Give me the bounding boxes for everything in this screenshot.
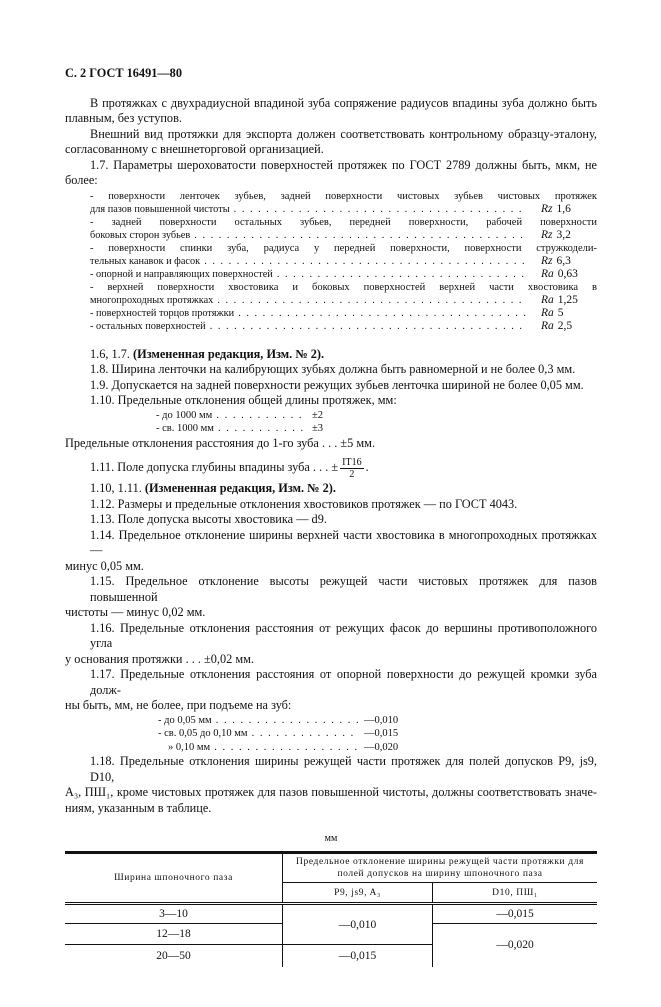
fraction: $\frac{IT16}{2}$ bbox=[342, 456, 362, 480]
table-cell: 20—50 bbox=[65, 945, 283, 967]
list-item: - остальных поверхностей . . . Ra 2,5 bbox=[90, 320, 597, 333]
list-item: - поверхностей торцов протяжки . . . Ra 5 bbox=[90, 307, 597, 320]
table-cell: —0,010 bbox=[283, 904, 433, 945]
table-cell: 12—18 bbox=[65, 924, 283, 945]
table-unit: мм bbox=[324, 833, 338, 844]
section-1-16: 1.16. Предельные отклонения расстояния от режущих фасок до вершины противоположного угла bbox=[90, 620, 597, 650]
paragraph: согласованному с внешнеторговой организацией. bbox=[65, 142, 324, 156]
table-cell: —0,020 bbox=[496, 939, 534, 952]
list-item: - до 1000 мм . . . ±2 bbox=[156, 409, 597, 423]
section-1-9: 1.9. Допускается на задней поверхности режущих зубьев ленточка шириной не более 0,05 мм. bbox=[90, 377, 584, 392]
list-item: - верхней поверхности хвостовика и боковых поверхностей верхней части хвостовика в многопроходных протяжках . . . Ra 1,25 bbox=[90, 281, 597, 307]
section-1-17: 1.17. Предельные отклонения расстояния от опорной поверхности до режущей кромки зуба долж- bbox=[90, 667, 597, 697]
paragraph: чистоты — минус 0,02 мм. bbox=[65, 605, 206, 619]
list-item: - св. 1000 мм . . . ±3 bbox=[156, 422, 597, 436]
table-header: Ширина шпоночного паза bbox=[65, 853, 283, 904]
table-cell: —0,015 bbox=[433, 904, 598, 924]
tolerance-table bbox=[65, 851, 597, 967]
section-1-14: 1.14. Предельное отклонение ширины верхней части хвостовика в многопроходных протяжках — bbox=[90, 527, 597, 557]
section-1-7: 1.7. Параметры шероховатости поверхностей протяжек по ГОСТ 2789 должны быть, мкм, не bbox=[90, 157, 597, 172]
table-cell: —0,015 bbox=[283, 945, 433, 967]
roughness-list bbox=[90, 190, 597, 333]
section-1-8: 1.8. Ширина ленточки на калибрующих зубьях должна быть равномерной и не более 0,3 мм. bbox=[90, 362, 576, 376]
list-item: - до 0,05 мм . . . —0,010 bbox=[158, 714, 597, 728]
section-1-11: 1.11. Поле допуска глубины впадины зуба . . . ± $\frac{IT16}{2}$ . bbox=[90, 456, 369, 480]
list-item: - поверхности спинки зуба, радиуса у передней поверхности, поверхности стружкодели- тельных канавок и фасок . . . Rz 6,3 bbox=[90, 242, 597, 268]
list-item: » 0,10 мм . . . —0,020 bbox=[168, 741, 597, 755]
table-header: Предельное отклонение ширины режущей части протяжки для полей допусков на ширину шпоночного паза bbox=[283, 853, 598, 883]
paragraph: ниям, указанным в таблице. bbox=[65, 800, 212, 815]
paragraph: ны быть, мм, не более, при подъеме на зуб: bbox=[65, 698, 292, 712]
section-1-15: 1.15. Предельное отклонение высоты режущей части чистовых протяжек для пазов повышенной bbox=[90, 574, 597, 604]
page-header: С. 2 ГОСТ 16491—80 bbox=[65, 66, 182, 80]
paragraph: A₃, ПШ₁, кроме чистовых протяжек для пазов повышенной чистоты, должны соответствовать значе- bbox=[65, 785, 597, 799]
table-cell: 3—10 bbox=[65, 904, 283, 924]
section-1-18: 1.18. Предельные отклонения ширины режущей части протяжек для полей допусков P9, js9, D10, bbox=[90, 754, 597, 784]
list-item: - св. 0,05 до 0,10 мм . . . —0,015 bbox=[158, 727, 597, 741]
paragraph: более: bbox=[65, 173, 98, 187]
paragraph: Внешний вид протяжки для экспорта должен соответствовать контрольному образцу-эталону, bbox=[90, 126, 597, 141]
paragraph: Предельные отклонения расстояния до 1-го зуба . . . ±5 мм. bbox=[65, 435, 376, 450]
list-item: - опорной и направляющих поверхностей . . . Ra 0,63 bbox=[90, 268, 597, 281]
paragraph: у основания протяжки . . . ±0,02 мм. bbox=[65, 651, 254, 666]
paragraph: В протяжках с двухрадиусной впадиной зуба сопряжение радиусов впадины зуба должно быть bbox=[90, 95, 597, 110]
table-header: D10, ПШ₁ bbox=[492, 887, 538, 898]
amendment-note: 1.6, 1.7. (Измененная редакция, Изм. № 2). bbox=[90, 346, 325, 361]
table-header: P9, js9, A₃ bbox=[283, 883, 433, 904]
section-1-12: 1.12. Размеры и предельные отклонения хвостовиков протяжек — по ГОСТ 4043. bbox=[90, 496, 518, 511]
paragraph: плавным, без уступов. bbox=[65, 111, 182, 125]
list-item: - поверхности ленточек зубьев, задней поверхности чистовых зубьев чистовых протяжек для пазов повышенной чистоты . . . Rz 1,6 bbox=[90, 190, 597, 216]
amendment-note: 1.10, 1.11. (Измененная редакция, Изм. № 2). bbox=[90, 481, 336, 495]
section-1-10: 1.10. Предельные отклонения общей длины протяжек, мм: bbox=[90, 393, 397, 407]
paragraph: минус 0,05 мм. bbox=[65, 558, 144, 573]
list-item: - задней поверхности остальных зубьев, передней поверхности, рабочей поверхности боковых сторон зубьев . . . Rz 3,2 bbox=[90, 216, 597, 242]
section-1-13: 1.13. Поле допуска высоты хвостовика — d9. bbox=[90, 512, 327, 526]
